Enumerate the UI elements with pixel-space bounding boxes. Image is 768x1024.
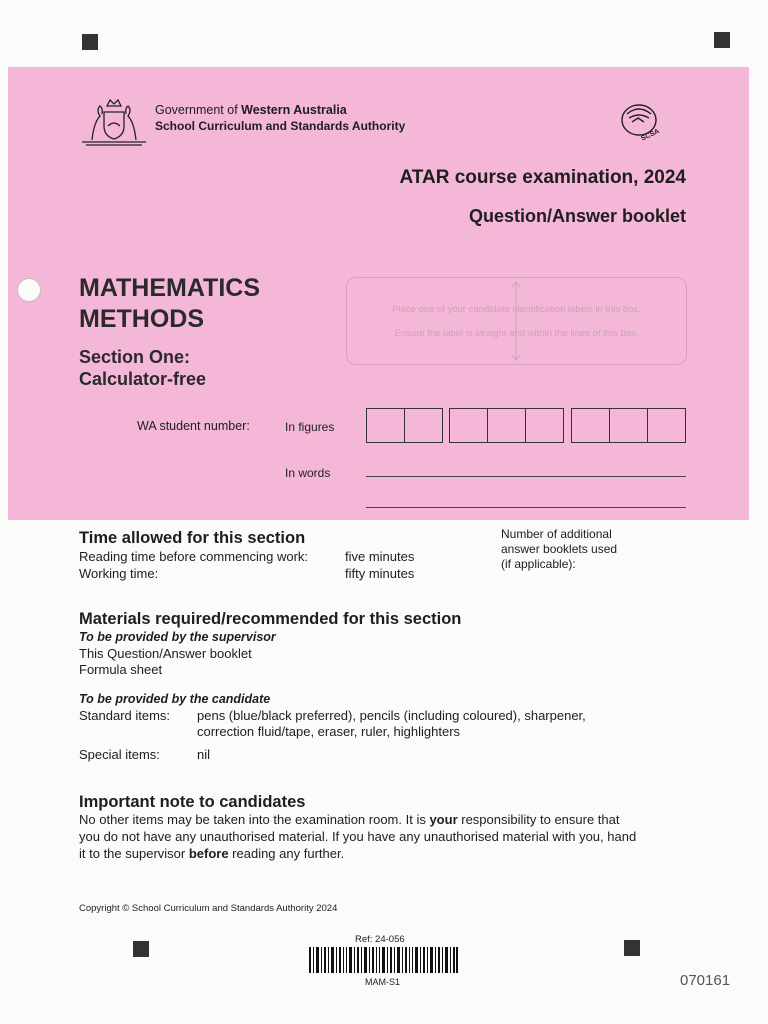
registration-mark-bottom-right [624, 940, 640, 956]
standard-items-value: pens (blue/black preferred), pencils (including coloured), sharpener, correction fluid/tape, eraser, ruler, highlighters [197, 708, 586, 739]
registration-mark-top-left [82, 34, 98, 50]
label-height-arrow-icon [511, 280, 521, 362]
special-items-value: nil [197, 747, 211, 762]
candidate-heading: To be provided by the candidate [79, 692, 271, 706]
authority-name: School Curriculum and Standards Authority [155, 119, 406, 133]
exam-title: ATAR course examination, 2024 [399, 167, 686, 188]
working-time-label: Working time: [79, 566, 159, 581]
digit-box[interactable] [525, 408, 564, 443]
digit-box[interactable] [609, 408, 648, 443]
supervisor-heading: To be provided by the supervisor [79, 630, 276, 644]
in-words-line-2[interactable] [366, 507, 686, 508]
document-code: 070161 [680, 972, 731, 989]
time-heading: Time allowed for this section [79, 529, 306, 547]
candidate-label-box: Place one of your candidate identification labels in this box. Ensure the label is straight and within the lines of this box. [346, 277, 687, 365]
barcode-label: MAM-S1 [365, 977, 401, 987]
subject-title: MATHEMATICS METHODS [79, 274, 260, 333]
in-words-label: In words [285, 466, 331, 480]
important-note-heading: Important note to candidates [79, 793, 306, 811]
special-items-label: Special items: [79, 747, 160, 762]
materials-heading: Materials required/recommended for this section [79, 610, 462, 628]
digit-box[interactable] [366, 408, 405, 443]
copyright: Copyright © School Curriculum and Standards Authority 2024 [79, 903, 338, 914]
additional-booklets-note: Number of additional answer booklets used (if applicable): [501, 527, 618, 571]
scsa-logo-icon [617, 100, 667, 144]
student-number-label: WA student number: [137, 419, 250, 433]
reading-time-label: Reading time before commencing work: [79, 549, 309, 564]
digit-box[interactable] [449, 408, 488, 443]
section-title: Section One: Calculator-free [79, 347, 207, 389]
standard-items-label: Standard items: [79, 708, 171, 723]
reading-time-value: five minutes [345, 549, 415, 564]
in-words-line-1[interactable] [366, 476, 686, 477]
booklet-type: Question/Answer booklet [468, 206, 686, 226]
digit-box[interactable] [404, 408, 443, 443]
government-line: Government of Western Australia [155, 103, 347, 117]
working-time-value: fifty minutes [345, 566, 415, 581]
wa-crest-icon [78, 96, 150, 148]
digit-box[interactable] [647, 408, 686, 443]
digit-box[interactable] [571, 408, 610, 443]
registration-mark-bottom-left [133, 941, 149, 957]
student-number-boxes-group1 [366, 408, 443, 442]
digit-box[interactable] [487, 408, 526, 443]
student-number-boxes-group3 [571, 408, 686, 442]
punch-hole [17, 278, 41, 302]
barcode-icon [309, 947, 458, 973]
reference-number: Ref: 24-056 [355, 934, 405, 945]
student-number-boxes-group2 [449, 408, 564, 442]
registration-mark-top-right [714, 32, 730, 48]
important-note-text: No other items may be taken into the examination room. It is your responsibility to ensure that you do not have any unauthorised material. If you have any unauthorised material with you, hand it to the supervisor before reading any further. [79, 812, 637, 861]
supervisor-item: Formula sheet [79, 662, 163, 677]
supervisor-item: This Question/Answer booklet [79, 646, 252, 661]
in-figures-label: In figures [285, 420, 335, 434]
svg-text:SCSA: SCSA [640, 127, 661, 143]
